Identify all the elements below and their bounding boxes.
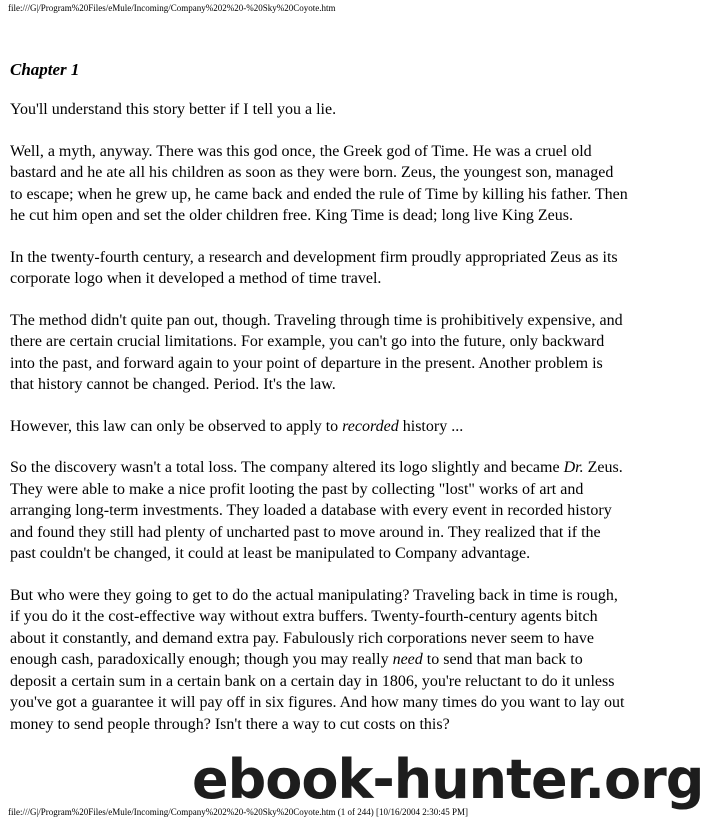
paragraph	[10, 457, 628, 565]
paragraph: In the twenty-fourth century, a research and development firm proudly appropriated Zeus as its corporate logo when it developed a method of time travel.	[10, 248, 618, 287]
paragraph: You'll understand this story better if I tell you a lie.	[10, 101, 337, 118]
watermark-logo: ebook-hunter.org	[192, 748, 703, 811]
emphasis-text: Dr.	[563, 459, 584, 476]
emphasis-text: recorded	[342, 417, 399, 435]
chapter-title: Chapter 1	[10, 60, 80, 79]
emphasis-text: need	[392, 651, 423, 668]
paragraph: The method didn't quite pan out, though. Traveling through time is prohibitively expensive, and there are certain crucial limitations. For example, you can't go into the future, only backward into the past, and forward again to your point of departure in the present. Another problem is that history cannot be changed. Period. It's the law.	[10, 311, 623, 393]
paragraph-text: But who were they going to get to do the actual manipulating? Traveling back in time is rough, if you do it the cost-effective way without extra buffers. Twenty-fourth-century agents bitch about it constantly, and demand extra pay. Fabulously rich corporations never seem to have enough cash, paradoxically enough; though you may really	[10, 586, 618, 668]
paragraph-text: However, this law can only be observed to apply to	[10, 417, 343, 435]
paragraph: Well, a myth, anyway. There was this god once, the Greek god of Time. He was a cruel old bastard and he ate all his children as soon as they were born. Zeus, the youngest son, managed to escape; when he grew up, he came back and ended the rule of Time by killing his father. Then he cut him open and set the older children free. King Time is dead; long live King Zeus.	[10, 142, 628, 224]
paragraph-text: So the discovery wasn't a total loss. The company altered its logo slightly and became	[10, 459, 564, 476]
document-body	[10, 58, 628, 755]
paragraph-text: history ...	[398, 417, 464, 435]
page-url-footer: file:///G|/Program%20Files/eMule/Incoming/Company%202%20-%20Sky%20Coyote.htm (1 of 244) [10/16/2004 2:30:45 PM]	[8, 807, 469, 817]
paragraph	[10, 416, 628, 438]
paragraph-text: Zeus. They were able to make a nice profit looting the past by collecting "lost" works of art and arranging long-term investments. They loaded a database with every event in recorded history and found they still had plenty of uncharted past to move around in. They realized that if the past couldn't be changed, it could at least be manipulated to Company advantage.	[10, 459, 623, 562]
page-url-header: file:///G|/Program%20Files/eMule/Incoming/Company%202%20-%20Sky%20Coyote.htm	[8, 3, 336, 13]
paragraph	[10, 585, 628, 736]
paragraph-text: to send that man back to deposit a certain sum in a certain bank on a certain day in 1806, you're reluctant to do it unless you've got a guarantee it will pay off in six figures. And how many times do you want to lay out money to send people through? Isn't there a way to cut costs on this?	[10, 651, 625, 733]
